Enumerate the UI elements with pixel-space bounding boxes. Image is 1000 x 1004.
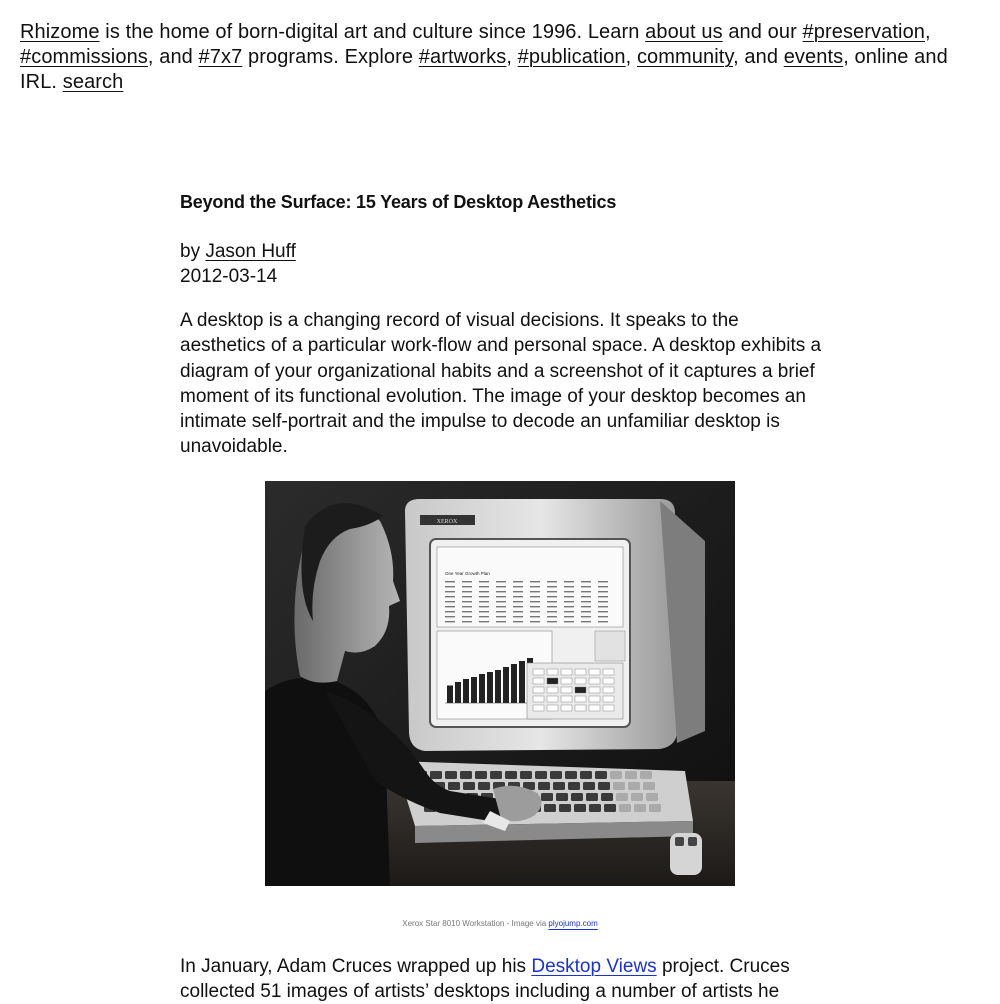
screen-grid-cell bbox=[547, 669, 558, 675]
keyboard-key bbox=[583, 782, 595, 790]
keyboard-key bbox=[463, 782, 475, 790]
7x7-link[interactable]: #7x7 bbox=[198, 46, 243, 68]
screen-table-cell bbox=[598, 606, 608, 607]
screen-table-cell bbox=[445, 606, 455, 607]
screen-table-cell bbox=[496, 596, 506, 597]
artworks-link[interactable]: #artworks bbox=[418, 46, 507, 68]
keyboard-key bbox=[445, 771, 457, 779]
screen-table-cell bbox=[496, 586, 506, 587]
xerox-star-photo bbox=[265, 481, 735, 886]
screen-table-cell bbox=[530, 606, 540, 607]
keyboard-key bbox=[604, 804, 616, 812]
lead-paragraph: A desktop is a changing record of visual decisions. It speaks to the aesthetics of a particular work-flow and personal space. A desktop exhibits a diagram of your organizational habits and a screenshot of it captures a brief moment of its functional evolution. The image of your desktop becomes an intimate self-portrait and the impulse to decode an unfamiliar desktop is unavoidable. bbox=[180, 310, 822, 458]
keyboard-key bbox=[646, 793, 658, 801]
screen-grid-cell bbox=[589, 678, 600, 684]
desktop-views-link[interactable]: Desktop Views bbox=[531, 955, 657, 977]
screen-grid-cell bbox=[589, 669, 600, 675]
keyboard-key bbox=[613, 782, 625, 790]
screen-grid-cell bbox=[533, 669, 544, 675]
screen-grid-cell bbox=[561, 669, 572, 675]
screen-table-cell bbox=[445, 621, 455, 622]
screen-bar bbox=[487, 672, 493, 703]
screen-table-cell bbox=[564, 606, 574, 607]
screen-heading: One Year Growth Plan bbox=[445, 570, 490, 576]
intro-text-7: , bbox=[625, 46, 637, 68]
screen-table-cell bbox=[547, 601, 557, 602]
screen-table-cell bbox=[496, 611, 506, 612]
screen-grid-cell bbox=[547, 696, 558, 702]
screen-table-cell bbox=[496, 591, 506, 592]
byline-prefix: by bbox=[180, 241, 206, 262]
screen-table-cell bbox=[479, 616, 489, 617]
screen-table-cell bbox=[547, 616, 557, 617]
screen-grid-cell bbox=[575, 669, 586, 675]
keyboard-key bbox=[649, 804, 661, 812]
screen-grid-cell bbox=[603, 687, 614, 693]
screen-table-cell bbox=[479, 596, 489, 597]
screen-table-cell bbox=[496, 581, 506, 582]
keyboard-key bbox=[448, 782, 460, 790]
screen-table-cell bbox=[479, 601, 489, 602]
screen-table-cell bbox=[462, 586, 472, 587]
screen-table-cell bbox=[581, 586, 591, 587]
keyboard-key bbox=[478, 782, 490, 790]
screen-grid-cell bbox=[603, 678, 614, 684]
screen-table-cell bbox=[598, 611, 608, 612]
screen-table-cell bbox=[564, 621, 574, 622]
screen-table-cell bbox=[547, 586, 557, 587]
screen-table-cell bbox=[496, 601, 506, 602]
screen-table-cell bbox=[513, 581, 523, 582]
screen-table-cell bbox=[581, 581, 591, 582]
keyboard-key bbox=[430, 771, 442, 779]
keyboard-key bbox=[556, 793, 568, 801]
article-image bbox=[265, 481, 735, 886]
screen-table-cell bbox=[462, 596, 472, 597]
screen-table-cell bbox=[598, 586, 608, 587]
intro-text-9: , online and IRL. bbox=[20, 46, 948, 93]
screen-grid-cell bbox=[533, 705, 544, 711]
screen-table-cell bbox=[513, 596, 523, 597]
screen-grid-cell bbox=[589, 687, 600, 693]
screen-bar bbox=[471, 677, 477, 703]
author-link[interactable]: Jason Huff bbox=[205, 241, 296, 262]
screen-table-cell bbox=[581, 601, 591, 602]
keyboard-key bbox=[631, 793, 643, 801]
screen-table-cell bbox=[547, 581, 557, 582]
screen-table-cell bbox=[479, 606, 489, 607]
keyboard-key bbox=[490, 771, 502, 779]
site-intro bbox=[20, 20, 960, 95]
keyboard-key bbox=[616, 793, 628, 801]
screen-table-cell bbox=[598, 596, 608, 597]
keyboard-key bbox=[565, 771, 577, 779]
screen-table-cell bbox=[598, 621, 608, 622]
screen-table-cell bbox=[530, 586, 540, 587]
screen-grid-cell bbox=[603, 696, 614, 702]
screen-grid-cell bbox=[589, 696, 600, 702]
screen-table-cell bbox=[581, 591, 591, 592]
screen-table-cell bbox=[530, 616, 540, 617]
screen-grid-cell bbox=[603, 705, 614, 711]
screen-table-cell bbox=[513, 606, 523, 607]
publication-link[interactable]: #publication bbox=[517, 46, 626, 68]
screen-grid-cell bbox=[589, 705, 600, 711]
keyboard-key bbox=[580, 771, 592, 779]
image-caption bbox=[180, 919, 820, 928]
caption-text: Xerox Star 8010 Workstation - Image via bbox=[402, 918, 549, 928]
screen-table-cell bbox=[564, 596, 574, 597]
intro-text-3: , bbox=[925, 21, 931, 43]
screen-grid-cell bbox=[561, 705, 572, 711]
keyboard-key bbox=[559, 804, 571, 812]
preservation-link[interactable]: #preservation bbox=[802, 21, 926, 43]
keyboard-key bbox=[520, 771, 532, 779]
keyboard-key bbox=[571, 793, 583, 801]
screen-table-cell bbox=[564, 616, 574, 617]
screen-table-cell bbox=[513, 616, 523, 617]
byline bbox=[180, 239, 820, 264]
keyboard-key bbox=[610, 771, 622, 779]
screen-table-cell bbox=[581, 621, 591, 622]
screen-bar bbox=[455, 682, 461, 703]
screen-table-cell bbox=[530, 581, 540, 582]
screen-table-cell bbox=[445, 586, 455, 587]
screen-table-cell bbox=[445, 611, 455, 612]
screen-table-cell bbox=[445, 596, 455, 597]
keyboard-key bbox=[625, 771, 637, 779]
article bbox=[180, 190, 820, 1004]
screen-table-cell bbox=[547, 621, 557, 622]
screen-table-cell bbox=[462, 581, 472, 582]
search-link[interactable]: search bbox=[62, 71, 124, 93]
keyboard-key bbox=[640, 771, 652, 779]
keyboard-key bbox=[505, 771, 517, 779]
keyboard-key bbox=[595, 771, 607, 779]
screen-table-cell bbox=[462, 611, 472, 612]
screen-table-cell bbox=[530, 596, 540, 597]
screen-table-cell bbox=[445, 601, 455, 602]
intro-text-6: , bbox=[506, 46, 518, 68]
keyboard-key bbox=[619, 804, 631, 812]
screen-table-cell bbox=[564, 591, 574, 592]
commissions-link[interactable]: #commissions bbox=[20, 46, 148, 68]
screen-grid-cell bbox=[575, 696, 586, 702]
screen-bar bbox=[503, 667, 509, 703]
screen-table-cell bbox=[581, 616, 591, 617]
screen-bar bbox=[479, 674, 485, 703]
screen-table-cell bbox=[496, 606, 506, 607]
keyboard-key bbox=[589, 804, 601, 812]
screen-grid-cell bbox=[547, 705, 558, 711]
screen-grid-cell bbox=[603, 669, 614, 675]
screen-table-cell bbox=[530, 621, 540, 622]
screen-table-cell bbox=[445, 581, 455, 582]
keyboard-key bbox=[550, 771, 562, 779]
body-text-1: In January, Adam Cruces wrapped up his bbox=[180, 955, 532, 977]
screen-table-cell bbox=[564, 586, 574, 587]
screen-grid-cell bbox=[561, 696, 572, 702]
screen-table-cell bbox=[496, 621, 506, 622]
article-date: 2012-03-14 bbox=[180, 266, 278, 287]
screen-bar bbox=[495, 670, 501, 703]
screen-table-cell bbox=[462, 591, 472, 592]
keyboard-key bbox=[475, 771, 487, 779]
screen-table-cell bbox=[445, 616, 455, 617]
keyboard-key bbox=[574, 804, 586, 812]
keyboard-key bbox=[628, 782, 640, 790]
screen-table-cell bbox=[547, 591, 557, 592]
screen-table-cell bbox=[598, 581, 608, 582]
intro-text-1: is the home of born-digital art and culture since 1996. Learn bbox=[99, 21, 646, 43]
keyboard-key bbox=[601, 793, 613, 801]
screen-table-cell bbox=[564, 581, 574, 582]
keyboard-key bbox=[586, 793, 598, 801]
screen-table-cell bbox=[445, 591, 455, 592]
screen-table-cell bbox=[462, 616, 472, 617]
screen-bar bbox=[463, 679, 469, 703]
screen-bar bbox=[447, 685, 453, 703]
screen-table-cell bbox=[479, 621, 489, 622]
screen-bar bbox=[519, 661, 525, 703]
screen-grid-cell bbox=[561, 678, 572, 684]
rhizome-link[interactable]: Rhizome bbox=[20, 21, 100, 43]
screen-table-cell bbox=[598, 601, 608, 602]
screen-grid-cell bbox=[533, 678, 544, 684]
screen-table-cell bbox=[513, 621, 523, 622]
screen-table-cell bbox=[479, 586, 489, 587]
screen-table-cell bbox=[462, 606, 472, 607]
screen-table-cell bbox=[598, 591, 608, 592]
keyboard-key bbox=[643, 782, 655, 790]
screen-table-cell bbox=[564, 611, 574, 612]
about-us-link[interactable]: about us bbox=[645, 21, 723, 43]
keyboard-key bbox=[535, 771, 547, 779]
caption-source-link[interactable]: plyojump.com bbox=[548, 918, 598, 928]
screen-table-cell bbox=[462, 621, 472, 622]
mouse bbox=[670, 833, 702, 875]
screen-table-cell bbox=[581, 606, 591, 607]
screen-table-cell bbox=[547, 606, 557, 607]
intro-text-4: , and bbox=[147, 46, 199, 68]
screen-grid-cell bbox=[547, 678, 558, 684]
intro-text-5: programs. Explore bbox=[242, 46, 419, 68]
screen-grid-cell bbox=[547, 687, 558, 693]
screen-table-cell bbox=[598, 616, 608, 617]
keyboard-key bbox=[553, 782, 565, 790]
screen-table-cell bbox=[496, 616, 506, 617]
community-link[interactable]: community bbox=[636, 46, 734, 68]
monitor-brand: XEROX bbox=[436, 518, 458, 525]
screen-table-cell bbox=[513, 601, 523, 602]
keyboard-key bbox=[544, 804, 556, 812]
keyboard-key bbox=[541, 793, 553, 801]
screen-table-cell bbox=[479, 581, 489, 582]
screen-table-cell bbox=[530, 601, 540, 602]
screen-table-cell bbox=[547, 611, 557, 612]
keyboard-key bbox=[538, 782, 550, 790]
screen-table-cell bbox=[462, 601, 472, 602]
screen-table-cell bbox=[479, 591, 489, 592]
screen-grid-cell bbox=[575, 705, 586, 711]
screen-table-cell bbox=[479, 611, 489, 612]
screen-table-cell bbox=[564, 601, 574, 602]
screen-table-cell bbox=[547, 596, 557, 597]
keyboard-key bbox=[598, 782, 610, 790]
screen-grid-cell bbox=[533, 696, 544, 702]
intro-text-8: , and bbox=[733, 46, 784, 68]
screen-table-cell bbox=[581, 611, 591, 612]
screen-table-cell bbox=[513, 586, 523, 587]
events-link[interactable]: events bbox=[783, 46, 844, 68]
screen-grid-cell bbox=[575, 687, 586, 693]
screen-table-cell bbox=[513, 611, 523, 612]
screen-bar bbox=[511, 664, 517, 703]
keyboard-key bbox=[460, 771, 472, 779]
screen-grid-cell bbox=[561, 687, 572, 693]
article-title: Beyond the Surface: 15 Years of Desktop Aesthetics bbox=[180, 192, 617, 212]
body-paragraph bbox=[180, 954, 825, 1004]
keyboard-key bbox=[634, 804, 646, 812]
screen-table-cell bbox=[513, 591, 523, 592]
screen-table-cell bbox=[581, 596, 591, 597]
screen-table-cell bbox=[530, 611, 540, 612]
body-text-2: project. Cruces collected 51 images of artists’ desktops including a number of artists he bbox=[180, 955, 790, 1003]
intro-text-2: and our bbox=[722, 21, 803, 43]
screen-grid-cell bbox=[575, 678, 586, 684]
monitor bbox=[405, 499, 705, 751]
screen-grid-cell bbox=[533, 687, 544, 693]
keyboard-key bbox=[568, 782, 580, 790]
screen-table-cell bbox=[530, 591, 540, 592]
